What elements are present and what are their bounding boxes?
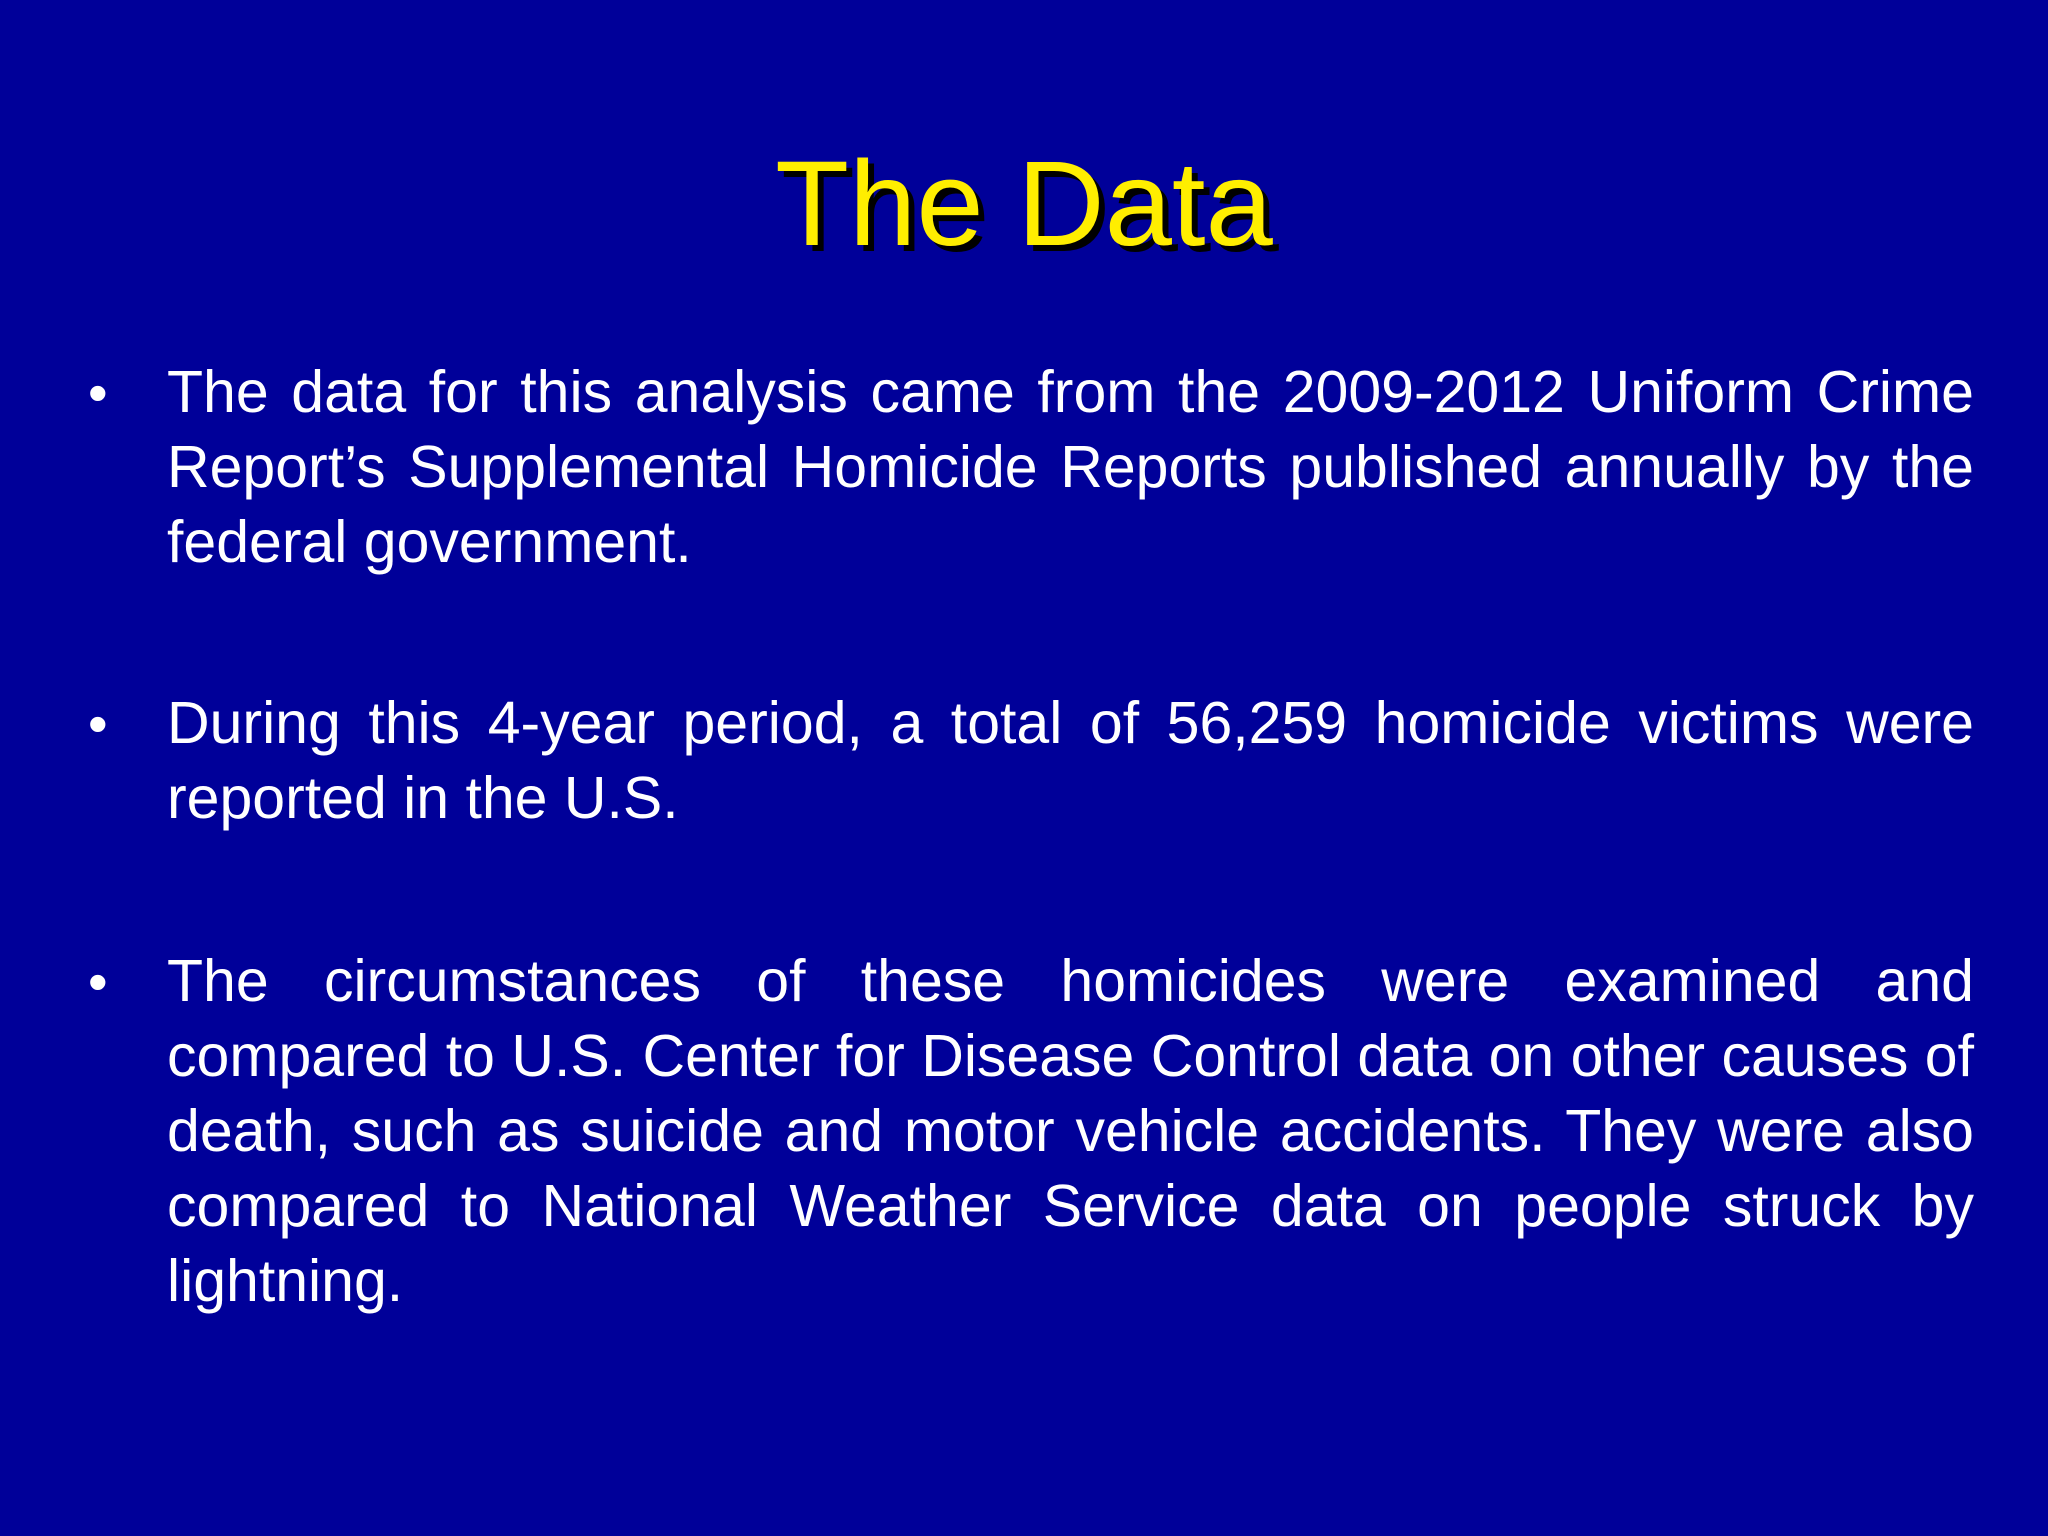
slide-title: The Data — [775, 135, 1273, 271]
bullet-text-data-source: The data for this analysis came from the 2009-2012 Uniform Crime Report’s Supplemental Homicide Reports published annually by the federal government. — [167, 359, 1974, 575]
bullet-text-victim-total: During this 4-year period, a total of 56,259 homicide victims were reported in the U.S. — [167, 690, 1974, 831]
bullet-dot-icon: • — [88, 950, 108, 1013]
bullet-dot-icon: • — [88, 361, 108, 424]
bullet-dot-icon: • — [88, 692, 108, 755]
bullet-text-comparison: The circumstances of these homicides were examined and compared to U.S. Center for Disease Control data on other causes of death, such as suicide and motor vehicle accidents. They were also compared to National Weather Service data on people struck by lightning. — [167, 948, 1974, 1314]
